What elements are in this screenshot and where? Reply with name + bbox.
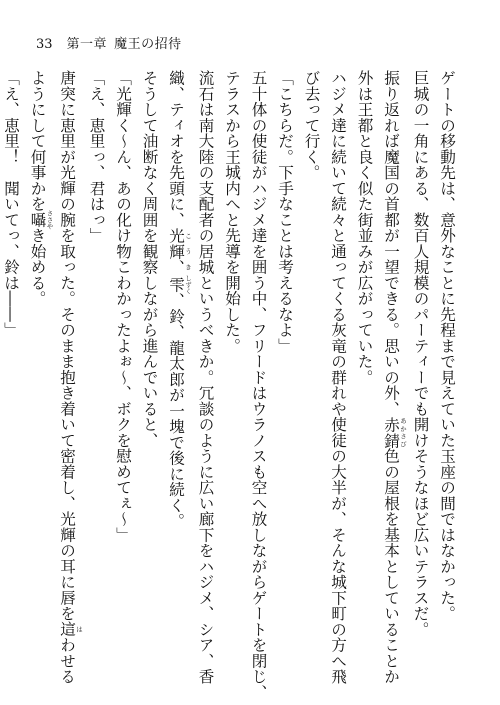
text-line: ハジメ達に続いて続々と通ってくる灰竜の群れや使徒の大半が、そんな城下町の方へ飛	[329, 70, 347, 685]
ruby-base: 囁	[28, 209, 47, 230]
text-segment: 織、ティオを先頭に、	[167, 70, 185, 228]
text-line: そうして油断なく周囲を観察しながら進んでいると、	[140, 70, 159, 448]
text-line: 巨城の一角にある、数百人規模のパーティーでも開けそうなほど広いテラスだ。	[411, 70, 430, 637]
ruby-base: 光輝、	[167, 227, 185, 275]
text-segment: わせる	[58, 637, 76, 685]
furigana-word	[28, 209, 54, 230]
ruby-base: 這	[58, 621, 76, 637]
text-line	[163, 70, 193, 670]
text-line	[54, 70, 84, 685]
text-line: 「え、恵里！ 聞いてっ、鈴は――」	[2, 70, 20, 338]
text-line: 「こちらだ。下手なことは考えるなよ」	[276, 70, 294, 354]
furigana-word	[167, 227, 192, 275]
text-segment: 、鈴、龍太郎が一塊で後に続く。	[167, 292, 185, 529]
text-line: び去って行く。	[302, 70, 321, 181]
ruby-reading: は	[75, 621, 83, 637]
text-line: 外は王都と良く似た街並みが広がっていた。	[355, 70, 374, 385]
running-header	[36, 36, 182, 54]
text-line: 流石は南大陸の支配者の居城というべきか。冗談のように広い廊下をハジメ、シア、香	[196, 70, 215, 685]
furigana-word	[382, 416, 407, 449]
novel-body-text	[2, 70, 460, 700]
text-segment: 色の屋根を基本としていることか	[382, 448, 400, 685]
text-line	[24, 70, 54, 670]
furigana-word	[167, 274, 192, 295]
text-segment: ようにして何事かを	[28, 70, 47, 212]
ruby-reading: あかさび	[399, 416, 407, 448]
text-line: 「光輝く～ん、あの化け物こわかったよぉ～、ボクを慰めてぇ～」	[114, 70, 132, 543]
text-line: ゲートの移動先は、意外なことに先程まで見えていた玉座の間ではなかった。	[438, 70, 456, 622]
ruby-reading: ささや	[45, 209, 54, 230]
ruby-reading: こうき	[184, 227, 192, 275]
text-line: 五十体の使徒がハジメ達を囲う中、フリードはウラノスも空へ放しながらゲートを閉じ、	[249, 70, 268, 700]
ruby-base: 赤錆	[382, 416, 400, 448]
text-line	[378, 70, 408, 685]
furigana-word	[58, 621, 83, 637]
chapter-title: 魔王の招待	[114, 37, 182, 52]
text-line: テラスから王城内へと先導を開始した。	[223, 70, 241, 354]
page-number: 33	[36, 37, 53, 52]
text-segment: き始める。	[28, 227, 47, 307]
text-line: 「え、恵里っ、君はっ」	[87, 70, 106, 244]
text-segment: 振り返れば魔国の首都が一望できる。思いの外、	[382, 70, 400, 417]
text-segment: 唐突に恵里が光輝の腕を取った。そのまま抱き着いて密着し、光輝の耳に唇を	[58, 70, 76, 622]
chapter-label: 第一章	[66, 37, 108, 52]
ruby-base: 雫	[167, 274, 185, 295]
ruby-reading: しずく	[184, 274, 192, 295]
